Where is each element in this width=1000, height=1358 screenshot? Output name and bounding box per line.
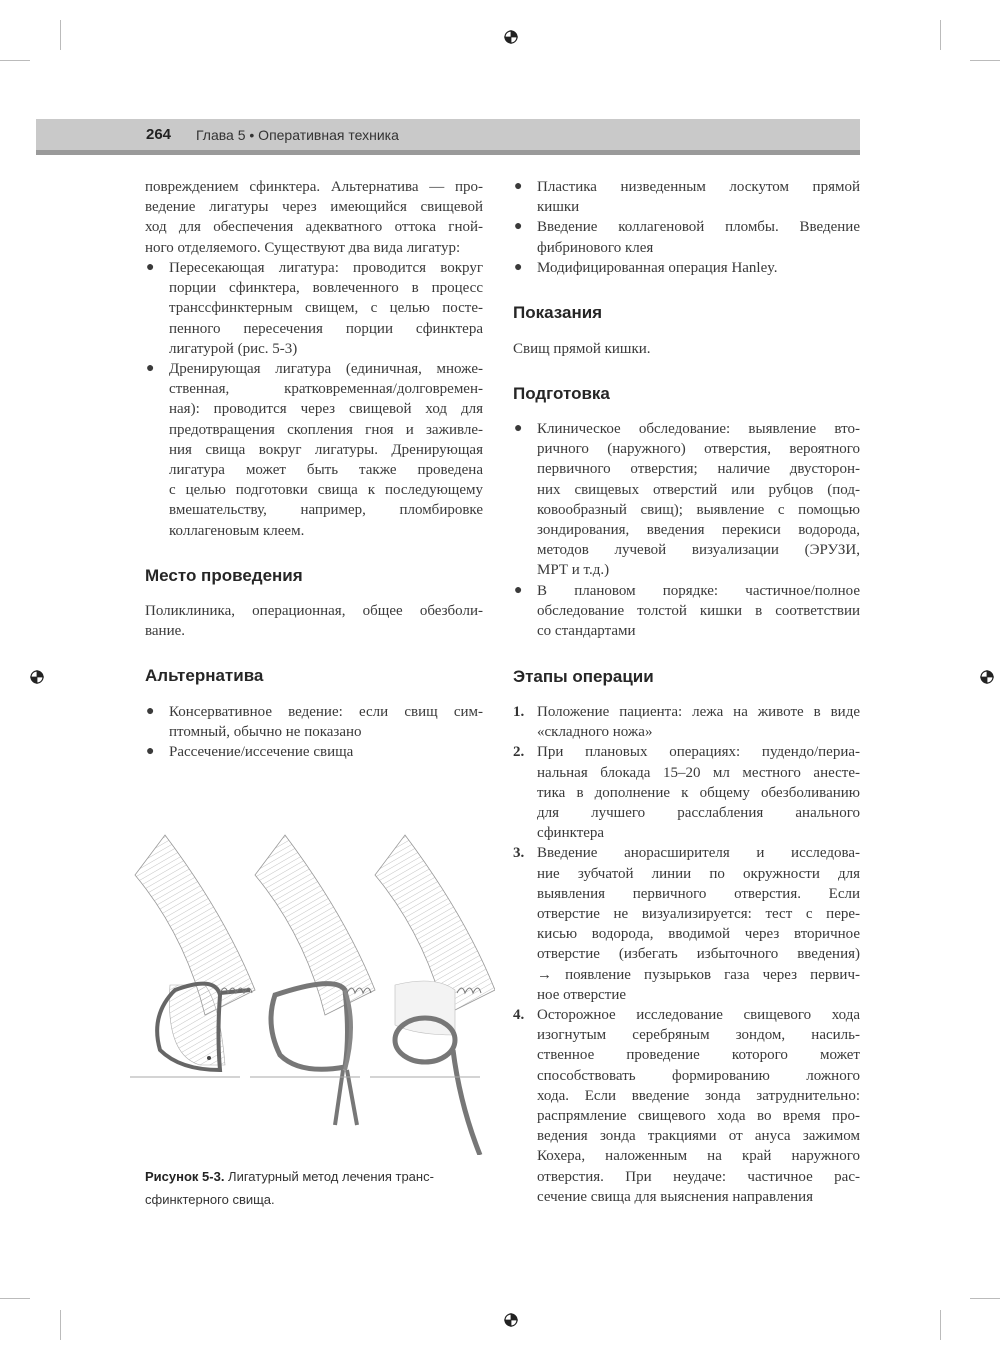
- list-item: [513, 843, 860, 1005]
- text-line: предотвращения скопления гноя и заживле-: [169, 421, 483, 438]
- text-line: первичного отверстия; наличие двусторон-: [537, 461, 860, 478]
- list-item: [513, 742, 860, 843]
- list-item: [145, 359, 483, 541]
- crop-mark: [60, 1310, 61, 1340]
- text-line: Кохера, наложенным на край наружного: [537, 1148, 860, 1165]
- text-line: отверстие не визуализируется: тест с пере-: [537, 906, 860, 923]
- crop-mark: [0, 1298, 30, 1299]
- text-line: ная): проводится через свищевой ход для: [169, 401, 483, 418]
- text-line: выявления первичного отверстия. Если: [537, 885, 860, 902]
- section-heading-steps: Этапы операции: [513, 667, 654, 686]
- text-line: порции сфинктера, вовлеченного в процесс: [169, 280, 483, 297]
- text-line: ственное проведение которого может: [537, 1047, 860, 1064]
- text-line: → появление пузырьков газа через первич-: [537, 966, 860, 983]
- text-line: Клиническое обследование: выявление вто-: [537, 421, 860, 437]
- step-number: 1.: [513, 704, 525, 720]
- text-line: изогнутым серебряным зондом, насиль-: [537, 1027, 860, 1044]
- crop-mark: [970, 1298, 1000, 1299]
- section-heading-indications: Показания: [513, 303, 603, 322]
- crosshair-circle-icon: [980, 670, 994, 684]
- text-line: Модифицированная операция Hanley.: [537, 259, 778, 276]
- text-line: В плановом порядке: частичное/полное: [537, 582, 860, 599]
- operation-steps-list: [513, 702, 860, 1207]
- list-item: [145, 702, 483, 742]
- text-line: Введение коллагеновой пломбы. Введение: [537, 219, 860, 236]
- text-line: распрямление свищевого хода во время про-: [537, 1108, 860, 1125]
- bullet-dot-icon: ●: [514, 179, 523, 194]
- text-line: вание.: [145, 623, 186, 640]
- text-line: коллагеновым клеем.: [169, 522, 305, 539]
- list-item: [513, 419, 860, 581]
- text-line: для лучшего расслабления анального: [537, 805, 860, 822]
- figure-caption: [145, 1165, 485, 1211]
- indications-paragraph: [513, 339, 860, 359]
- text-line: ственная, кратковременная/долговремен-: [169, 381, 483, 398]
- step-number: 3.: [513, 845, 525, 862]
- text-line: Дренирующая лигатура (единичная, множе-: [169, 361, 483, 378]
- preparation-list: [513, 419, 860, 641]
- text-line: вмешательству, например, пломбировке: [169, 502, 483, 519]
- text-line: ведение лигатуры через имеющийся свищевой: [145, 199, 483, 216]
- text-line: Пересекающая лигатура: проводится вокруг: [169, 260, 483, 276]
- list-item: [513, 258, 860, 278]
- section-heading-preparation: Подготовка: [513, 384, 610, 403]
- list-item: [513, 217, 860, 257]
- list-item: [145, 742, 483, 762]
- text-line: фибринового клея: [537, 239, 654, 256]
- text-line: Свищ прямой кишки.: [513, 341, 651, 357]
- text-line: Пластика низведенным лоскутом прямой: [537, 179, 860, 195]
- crosshair-circle-icon: [504, 30, 518, 44]
- bullet-dot-icon: ●: [514, 582, 523, 598]
- list-item: [513, 702, 860, 742]
- bullet-dot-icon: ●: [146, 260, 155, 275]
- text-line: хода. Если введение зонда затруднительно:: [537, 1087, 860, 1104]
- text-line: тика в дополнение к общему обезболиванию: [537, 784, 860, 801]
- text-line: сфинктера: [537, 825, 605, 842]
- text-line: отверстие (избегать избыточного введения): [537, 946, 860, 963]
- text-line: со стандартами: [537, 623, 636, 640]
- text-line: ние зубчатой линии по окружности для: [537, 865, 860, 882]
- text-line: ход для обеспечения адекватного оттока гной-: [145, 219, 483, 236]
- list-item: [145, 258, 483, 359]
- text-line: Поликлиника, операционная, общее обезболи-: [145, 603, 483, 619]
- bullet-dot-icon: ●: [146, 361, 155, 377]
- bullet-dot-icon: ●: [514, 421, 523, 436]
- text-line: транссфинктерным свищем, с целью посте-: [169, 300, 483, 317]
- treatment-options-list: [513, 177, 860, 278]
- text-line: птомный, обычно не показано: [169, 724, 362, 741]
- text-line: ния свища вокруг лигатуры. Дренирующая: [169, 441, 483, 458]
- figure-panel-3: [370, 835, 495, 1155]
- list-item: [513, 581, 860, 642]
- place-paragraph: [145, 601, 483, 641]
- text-line: методов лучевой визуализации (ЭРУЗИ,: [537, 542, 860, 559]
- chapter-title: Глава 5 • Оперативная техника: [196, 127, 399, 143]
- list-item: [513, 177, 860, 217]
- figure-caption-text: Лигатурный метод лечения транс-сфинктерного свища.: [145, 1169, 434, 1207]
- text-line: пенного пересечения порции сфинктера: [169, 320, 483, 337]
- crop-mark: [940, 20, 941, 50]
- text-line: них свищевых отверстий или рубцов (под-: [537, 481, 860, 498]
- bullet-dot-icon: ●: [514, 259, 523, 275]
- text-line: При плановых операциях: пудендо/периа-: [537, 744, 860, 761]
- ligature-types-list: [145, 258, 483, 541]
- step-number: 4.: [513, 1007, 525, 1024]
- text-line: Положение пациента: лежа на животе в виде: [537, 704, 860, 720]
- text-line: обследование толстой кишки в соответствии: [537, 602, 860, 619]
- section-heading-place: Место проведения: [145, 566, 303, 585]
- alternative-list: [145, 702, 483, 763]
- crosshair-circle-icon: [504, 1313, 518, 1327]
- figure-caption-label: Рисунок 5-3.: [145, 1169, 225, 1184]
- bullet-dot-icon: ●: [146, 744, 155, 760]
- text-line: Осторожное исследование свищевого хода: [537, 1007, 860, 1024]
- text-line: зондирования, введения перекиси водорода,: [537, 522, 860, 539]
- text-line: повреждением сфинктера. Альтернатива — про-: [145, 179, 483, 195]
- figure-panel-1: [130, 835, 255, 1077]
- list-item: [513, 1005, 860, 1207]
- text-line: Рассечение/иссечение свища: [169, 744, 354, 761]
- text-line: Введение аноpасширителя и исследова-: [537, 845, 860, 862]
- crop-mark: [60, 20, 61, 50]
- crop-mark: [940, 1310, 941, 1340]
- step-number: 2.: [513, 744, 525, 761]
- page-number: 264: [146, 126, 172, 143]
- text-line: лигатура может быть также проведена: [169, 462, 483, 479]
- text-line: МРТ и т.д.): [537, 562, 610, 579]
- text-line: ведения зонда тракциями от ануса зажимом: [537, 1128, 860, 1145]
- text-line: сечение свища для выяснения направления: [537, 1188, 814, 1205]
- bullet-dot-icon: ●: [514, 219, 523, 235]
- text-line: ного отделяемого. Существуют два вида лигатур:: [145, 239, 461, 256]
- section-heading-alternative: Альтернатива: [145, 666, 264, 685]
- text-line: кишки: [537, 199, 580, 216]
- text-line: ковообразный свищ); выявление с помощью: [537, 501, 860, 518]
- text-line: с целью подготовки свища к последующему: [169, 482, 483, 499]
- text-line: нальная блокада 15–20 мл местного анесте-: [537, 764, 860, 781]
- figure-panel-2: [250, 835, 375, 1125]
- text-line: отверстия. При неудаче: частичное рас-: [537, 1168, 860, 1185]
- crosshair-circle-icon: [30, 670, 44, 684]
- crop-mark: [0, 60, 30, 61]
- text-line: кисью водорода, вводимой через вторичное: [537, 926, 860, 943]
- text-line: «складного ножа»: [537, 724, 653, 741]
- text-line: Консервативное ведение: если свищ сим-: [169, 704, 483, 720]
- text-line: ное отверстие: [537, 986, 627, 1003]
- text-line: лигатурой (рис. 5-3): [169, 340, 298, 357]
- running-header: [36, 119, 860, 155]
- bullet-dot-icon: ●: [146, 704, 155, 719]
- crop-mark: [970, 60, 1000, 61]
- text-line: ричного (наружного) отверстия, вероятного: [537, 441, 860, 458]
- figure-ligature-illustration: [125, 825, 495, 1155]
- intro-paragraph: [145, 177, 483, 258]
- text-line: способствовать формированию ложного: [537, 1067, 860, 1084]
